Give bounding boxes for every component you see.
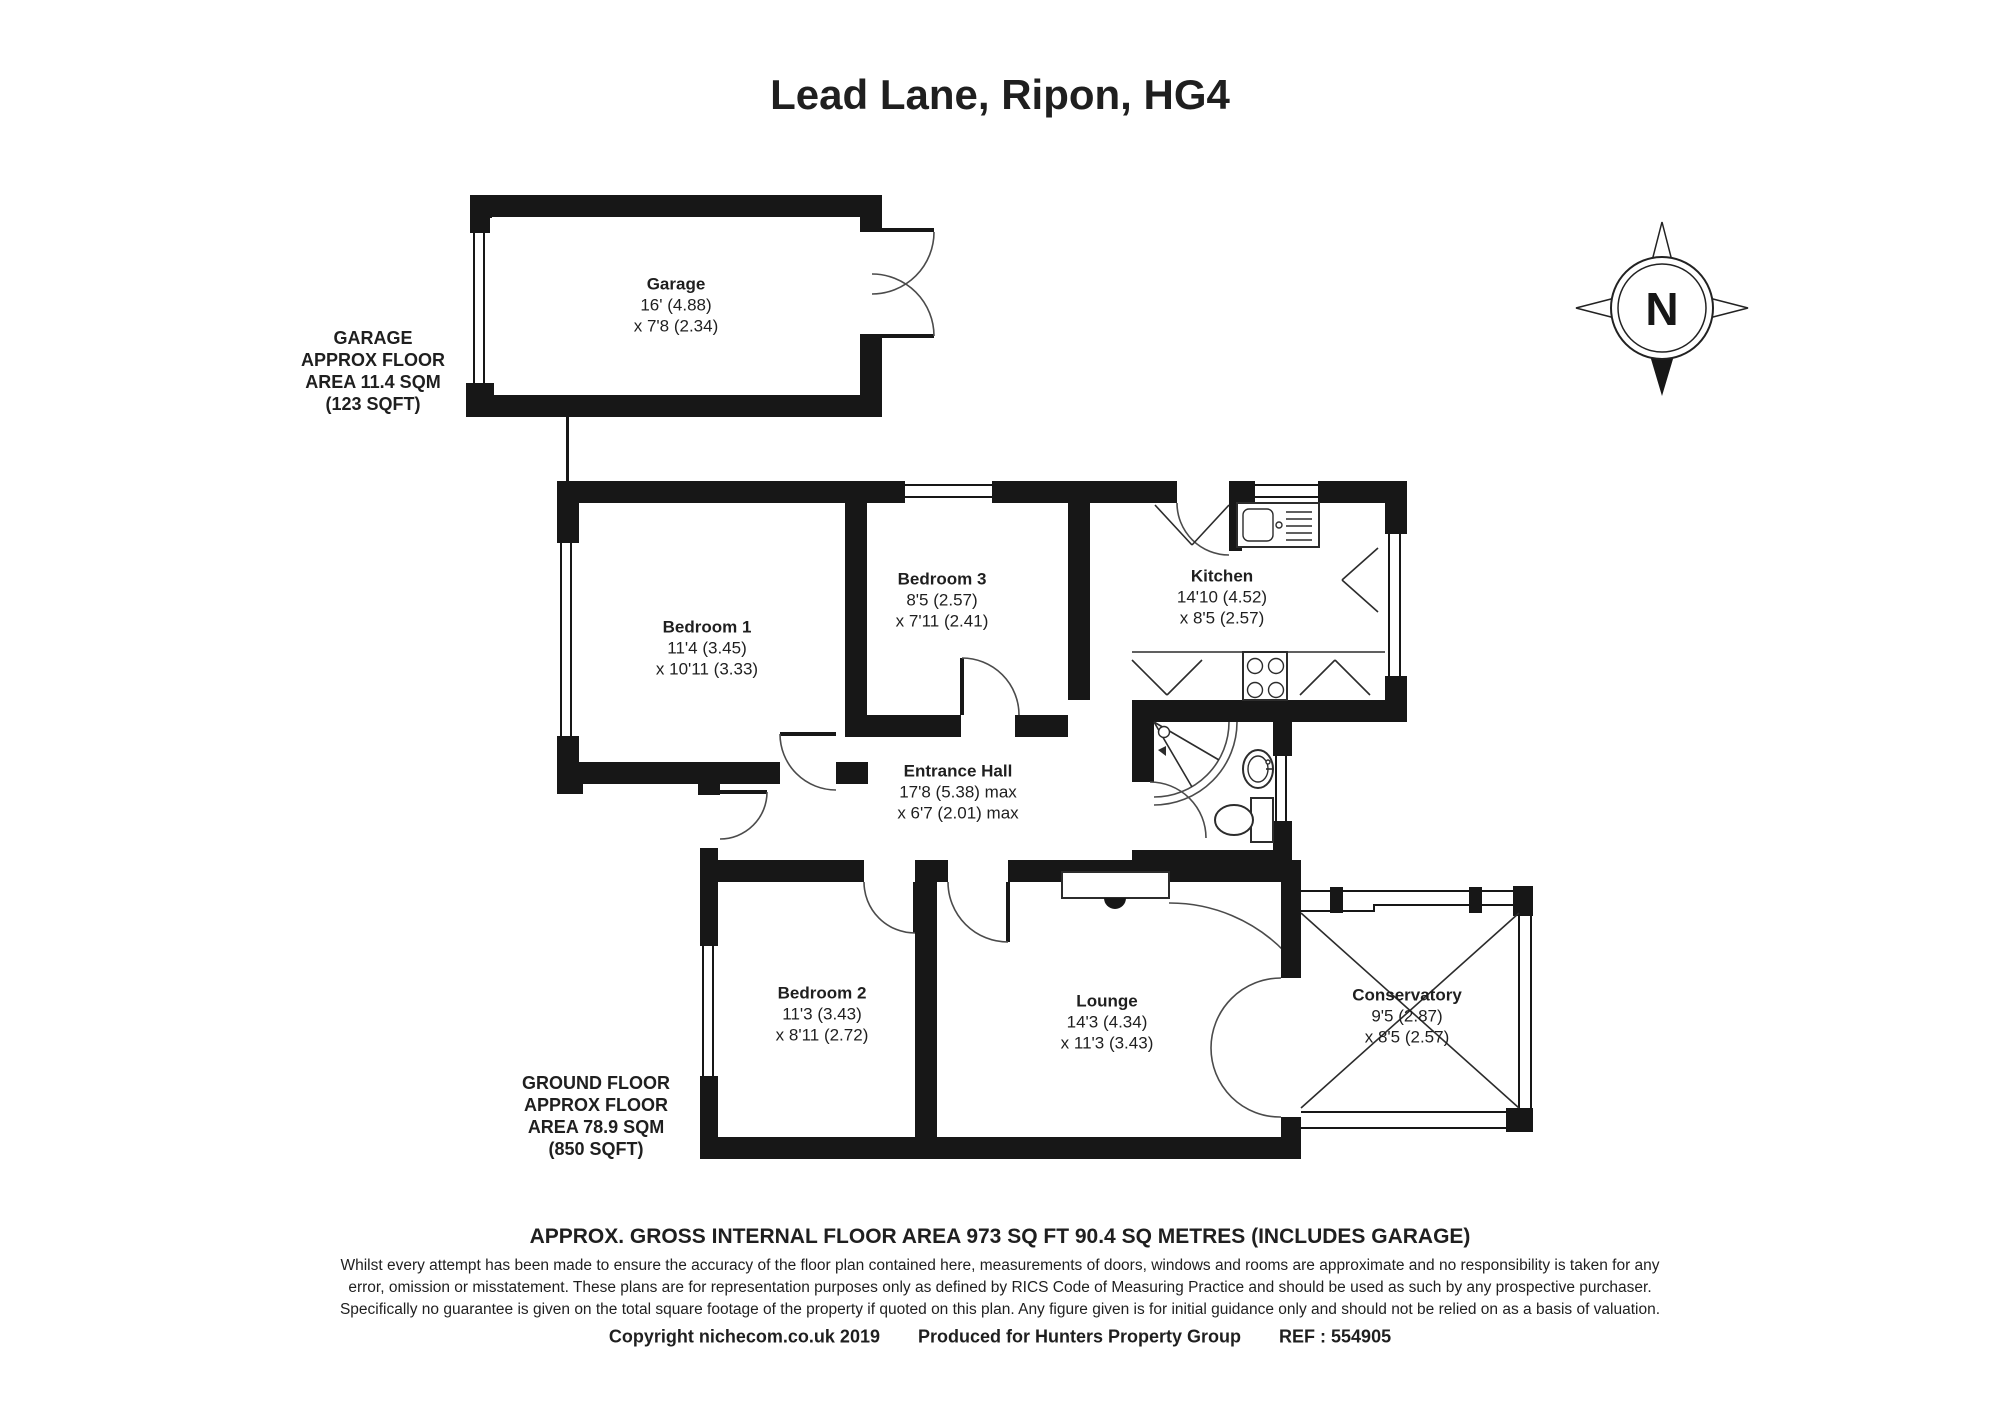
- kitchen-sink-icon: [1237, 503, 1319, 547]
- bedroom1-name: Bedroom 1: [662, 617, 752, 637]
- disclaimer-line-3: Specifically no guarantee is given on the total square footage of the property if quoted on this plan. Any figure given is for initial guidance only and should not be relied on as a basis of valuation.: [339, 1301, 1661, 1318]
- bathroom-window-icon: [1273, 755, 1292, 822]
- lounge-dim1: 14'3 (4.34): [1066, 1012, 1148, 1032]
- bedroom1-door-icon: [780, 732, 836, 790]
- entrance-hall-name: Entrance Hall: [903, 761, 1013, 781]
- shower-icon: [1154, 722, 1237, 805]
- bedroom3-name: Bedroom 3: [897, 569, 987, 589]
- garage-area-line1: GARAGE: [333, 328, 413, 348]
- ground-floor-line3: AREA 78.9 SQM: [527, 1117, 665, 1137]
- lounge-hall-door-icon: [1169, 903, 1285, 952]
- produced-for-text: Produced for Hunters Property Group: [917, 1326, 1242, 1347]
- kitchen-side-window-icon: [1385, 533, 1407, 677]
- ground-floor-line2: APPROX FLOOR: [523, 1095, 668, 1115]
- compass-north-label: N: [1645, 283, 1679, 335]
- garage-name: Garage: [646, 274, 706, 294]
- copyright-line: [609, 1327, 1391, 1348]
- bedroom3-window-icon: [904, 481, 993, 503]
- bedroom2-window-icon: [700, 945, 718, 1077]
- conservatory-double-door-icon: [1211, 978, 1281, 1117]
- garage-dim1: 16' (4.88): [640, 295, 712, 315]
- garage-dim2: x 7'8 (2.34): [633, 316, 719, 336]
- bedroom2-dim2: x 8'11 (2.72): [775, 1025, 869, 1045]
- lounge-door-icon: [948, 882, 1010, 942]
- back-door-icon: [1177, 503, 1229, 555]
- ground-floor-area-label: [522, 1072, 670, 1160]
- bedroom1-window-icon: [557, 542, 579, 737]
- ground-floor-line4: (850 SQFT): [548, 1139, 644, 1159]
- garage-area-label: [301, 327, 445, 415]
- conservatory-dim1: 9'5 (2.87): [1371, 1006, 1443, 1026]
- bedroom2-dim1: 11'3 (3.43): [782, 1004, 862, 1024]
- front-door-icon: [720, 790, 767, 839]
- room-label-lounge: [1061, 991, 1154, 1054]
- bathroom-walls: [1132, 722, 1292, 870]
- garage-area-line3: AREA 11.4 SQM: [305, 372, 441, 392]
- garage-area-line4: (123 SQFT): [325, 394, 421, 414]
- bedroom3-dim2: x 7'11 (2.41): [895, 611, 989, 631]
- room-label-kitchen: [1177, 566, 1267, 629]
- lounge-name: Lounge: [1076, 991, 1138, 1011]
- reference-number: REF : 554905: [1279, 1326, 1392, 1347]
- page-title: Lead Lane, Ripon, HG4: [770, 71, 1230, 118]
- garage-window-icon: [470, 217, 492, 395]
- fireplace-icon: [1062, 872, 1169, 909]
- room-label-conservatory: [1352, 985, 1462, 1048]
- disclaimer-line-1: Whilst every attempt has been made to ensure the accuracy of the floor plan contained here, measurements of doors, windows and rooms are approximate and no responsibility is taken for any: [340, 1257, 1660, 1274]
- entrance-hall-dim1: 17'8 (5.38) max: [899, 782, 1017, 802]
- room-label-bedroom2: [776, 983, 869, 1046]
- conservatory-name: Conservatory: [1352, 985, 1462, 1005]
- kitchen-name: Kitchen: [1190, 566, 1254, 586]
- kitchen-top-window-icon: [1254, 481, 1319, 503]
- room-label-entrance-hall: [897, 761, 1018, 824]
- kitchen-dim2: x 8'5 (2.57): [1179, 608, 1265, 628]
- room-label-garage: [634, 274, 719, 337]
- garage-house-connector: [566, 417, 569, 481]
- bedroom3-dim1: 8'5 (2.57): [906, 590, 978, 610]
- bedroom3-door-icon: [960, 658, 1019, 715]
- bathroom-door-icon: [1150, 782, 1206, 838]
- garage-area-line2: APPROX FLOOR: [300, 350, 446, 370]
- kitchen-dim1: 14'10 (4.52): [1176, 587, 1268, 607]
- total-area-line: APPROX. GROSS INTERNAL FLOOR AREA 973 SQ FT 90.4 SQ METRES (INCLUDES GARAGE): [529, 1225, 1471, 1248]
- room-label-bedroom1: [656, 617, 758, 680]
- entrance-hall-dim2: x 6'7 (2.01) max: [897, 803, 1019, 823]
- room-label-bedroom3: [896, 569, 989, 632]
- bedroom2-name: Bedroom 2: [777, 983, 867, 1003]
- bedroom2-door-icon: [864, 882, 917, 933]
- ground-floor-line1: GROUND FLOOR: [522, 1073, 670, 1093]
- kitchen-hob-icon: [1243, 652, 1287, 700]
- toilet-icon: [1215, 798, 1273, 842]
- bedroom1-dim2: x 10'11 (3.33): [655, 659, 759, 679]
- garage-double-door-icon: [872, 228, 934, 338]
- compass-icon: [1576, 222, 1748, 396]
- copyright-text: Copyright nichecom.co.uk 2019: [608, 1326, 880, 1347]
- conservatory-dim2: x 8'5 (2.57): [1364, 1027, 1450, 1047]
- bedroom1-dim1: 11'4 (3.45): [667, 638, 747, 658]
- basin-icon: [1243, 750, 1273, 788]
- lounge-dim2: x 11'3 (3.43): [1060, 1033, 1154, 1053]
- disclaimer-line-2: error, omission or misstatement. These plans are for representation purposes only as defined by RICS Code of Measuring Practice and should be used as such by any prospective purchaser.: [348, 1279, 1652, 1296]
